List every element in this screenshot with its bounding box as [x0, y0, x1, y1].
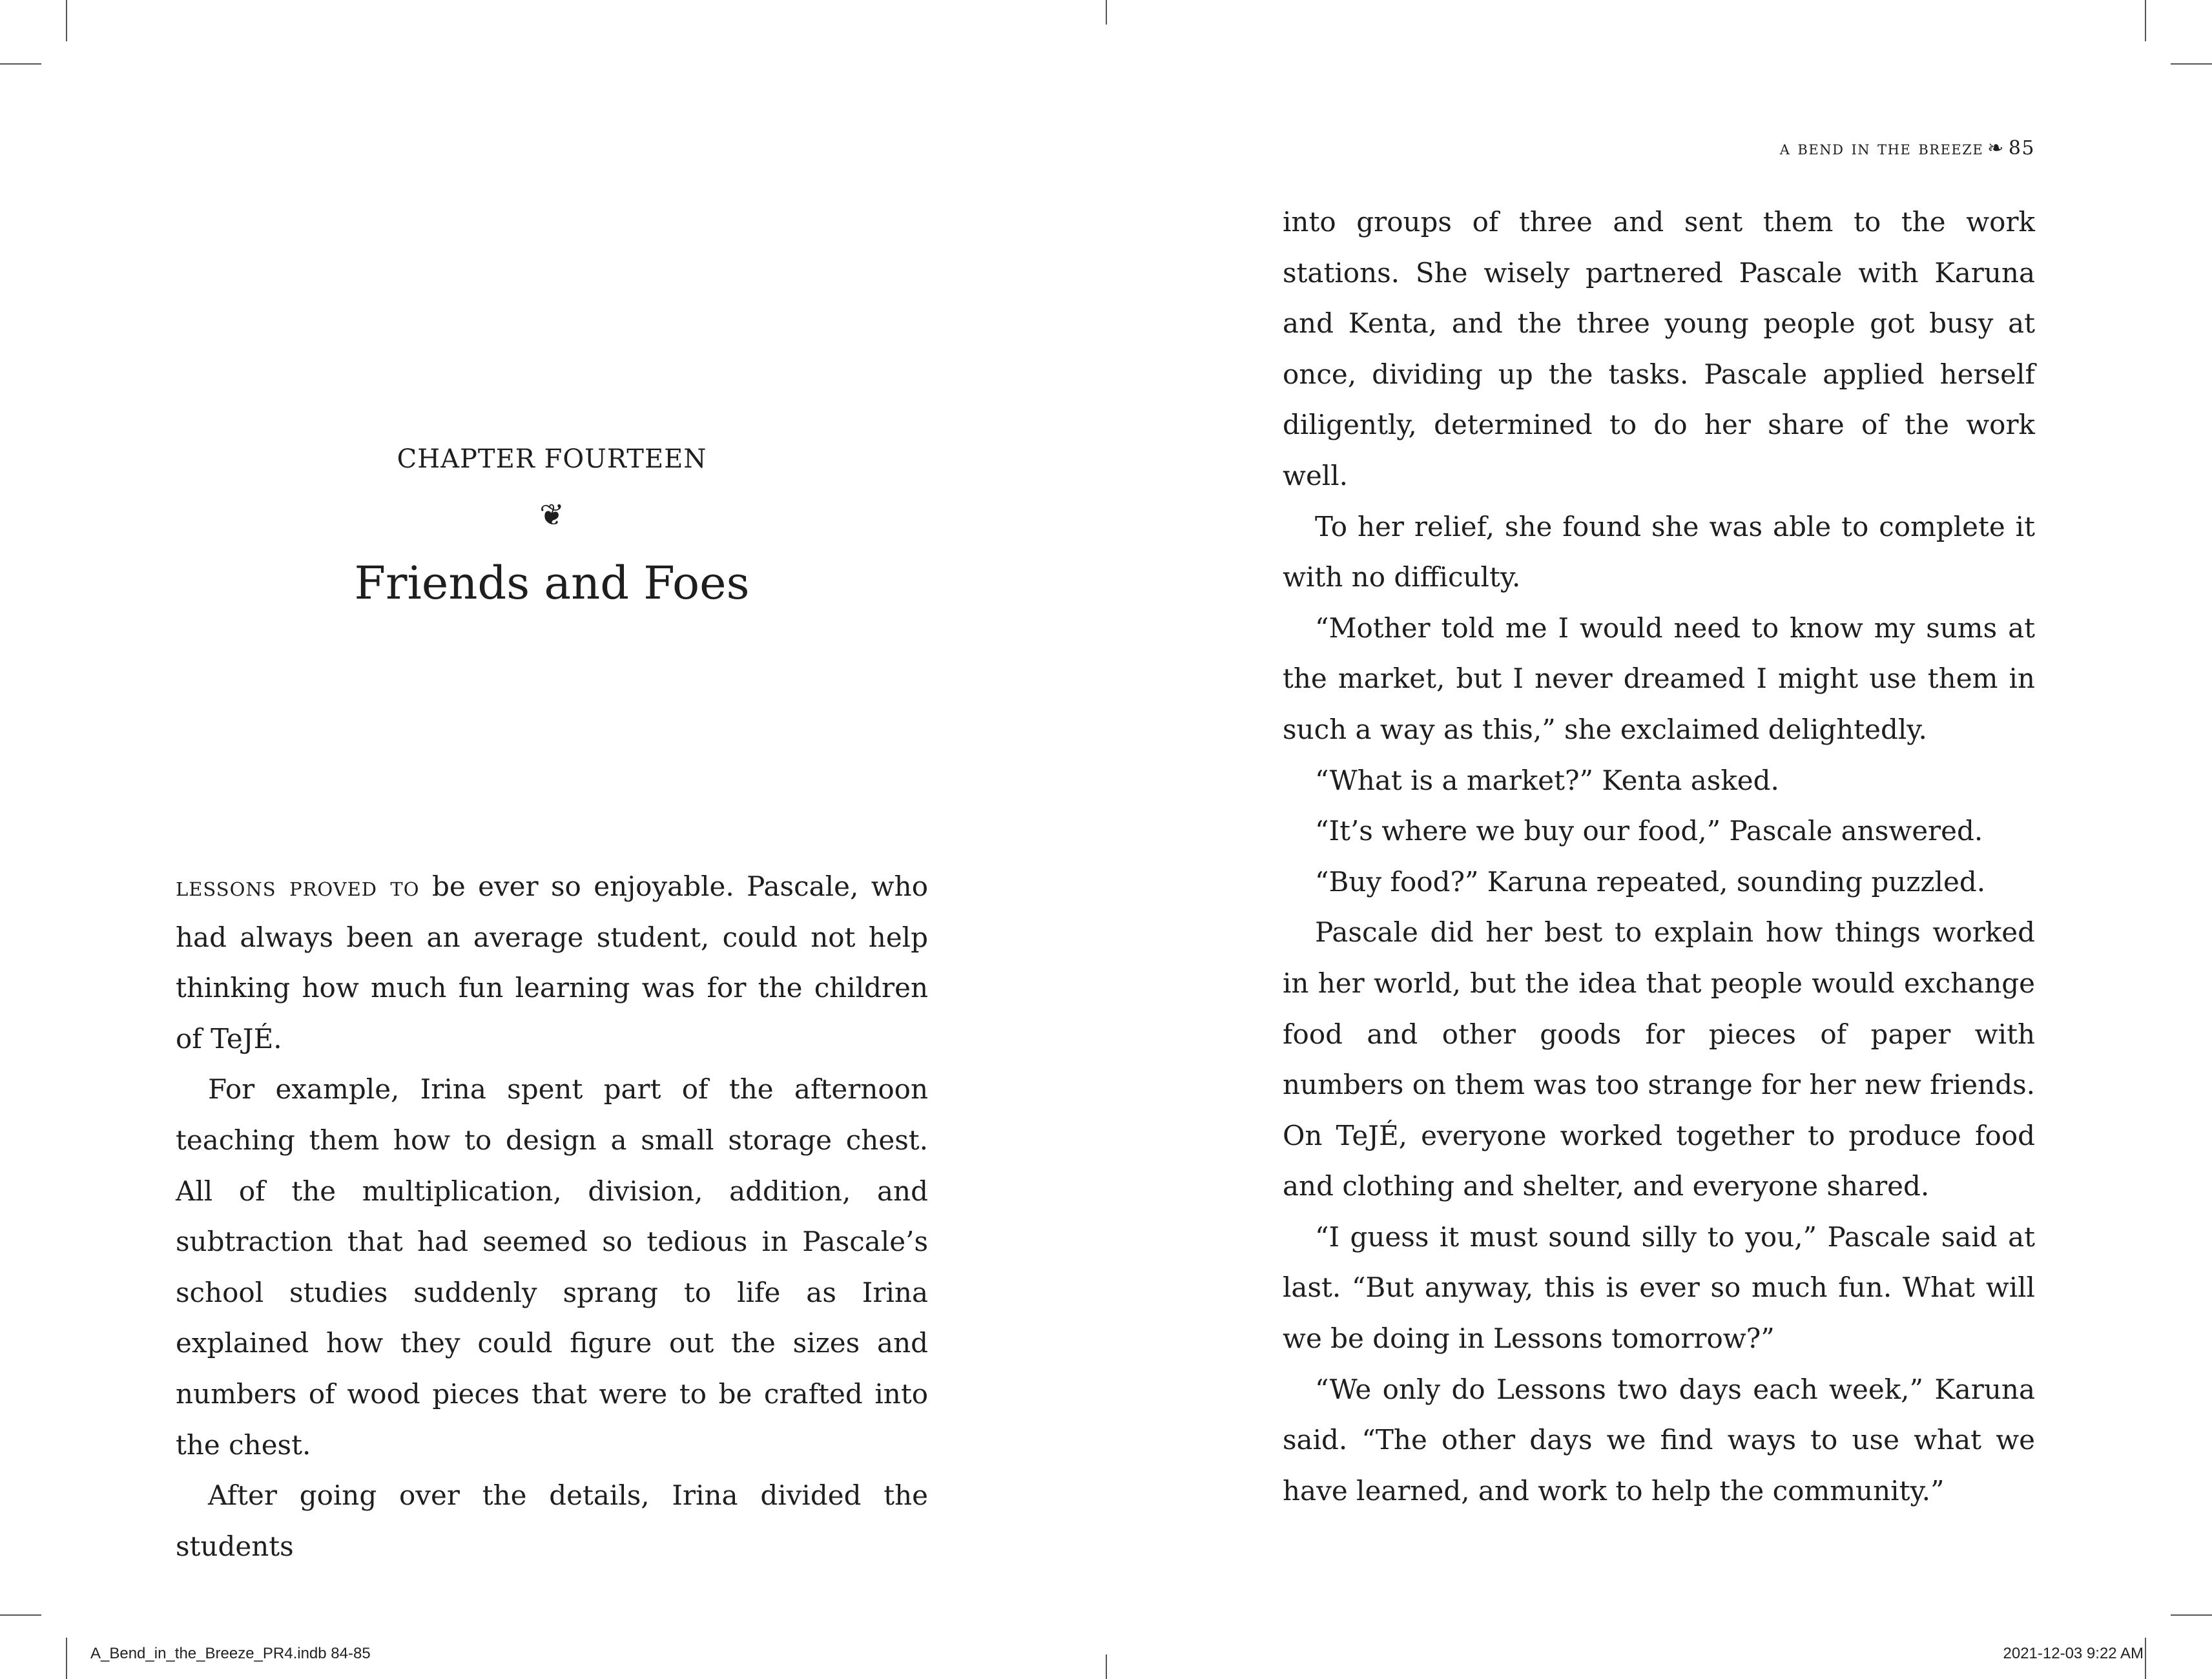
- slug-filename: A_Bend_in_the_Breeze_PR4.indb 84-85: [90, 1645, 371, 1662]
- right-body-text: [1283, 197, 2035, 1516]
- crop-mark: [2171, 1614, 2212, 1616]
- running-head: [1780, 137, 2035, 160]
- chapter-title: Friends and Foes: [354, 557, 750, 610]
- chapter-label: CHAPTER FOURTEEN: [397, 444, 707, 474]
- chapter-ornament-icon: ❦: [539, 497, 564, 532]
- lead-in: lessons proved to: [176, 870, 420, 902]
- paragraph: After going over the details, Irina divided the students: [176, 1479, 928, 1562]
- crop-mark: [66, 0, 67, 41]
- crop-mark: [2145, 1638, 2146, 1679]
- paragraph: For example, Irina spent part of the afternoon teaching them how to design a small storage chest. All of the multiplication, division, addition, and subtraction that had seemed so tedious in Pascale’s school studies suddenly sprang to life as Irina explained how they could figure out the sizes and numbers of wood pieces that were to be crafted into the chest.: [176, 1073, 928, 1461]
- paragraph-text: be ever so enjoyable. Pascale, who had always been an average student, could not help thinking how much fun learning was for the children of TeJÉ.: [176, 870, 928, 1055]
- paragraph: To her relief, she found she was able to complete it with no difficulty.: [1283, 510, 2035, 593]
- paragraph: [176, 861, 928, 1064]
- paragraph: “It’s where we buy our food,” Pascale answered.: [1315, 815, 1983, 847]
- crop-mark: [2171, 63, 2212, 65]
- crop-mark: [0, 63, 41, 65]
- paragraph: “Buy food?” Karuna repeated, sounding puzzled.: [1315, 865, 1986, 898]
- crop-mark: [66, 1638, 67, 1679]
- crop-mark: [0, 1614, 41, 1616]
- paragraph: “I guess it must sound silly to you,” Pascale said at last. “But anyway, this is ever so much fun. What will we be doing in Lessons tomorrow?”: [1283, 1221, 2035, 1355]
- page-number: 85: [2008, 137, 2035, 160]
- crop-mark: [1106, 0, 1107, 25]
- running-head-title: a bend in the breeze: [1779, 137, 1984, 160]
- crop-mark: [2145, 0, 2146, 41]
- paragraph: “Mother told me I would need to know my sums at the market, but I never dreamed I might use them in such a way as this,” she exclaimed delightedly.: [1283, 612, 2035, 745]
- paragraph: “We only do Lessons two days each week,” Karuna said. “The other days we find ways to use what we have learned, and work to help the community.”: [1283, 1373, 2035, 1507]
- leaf-icon: ❧: [1987, 137, 2005, 160]
- paragraph: “What is a market?” Kenta asked.: [1315, 764, 1779, 796]
- paragraph: Pascale did her best to explain how things worked in her world, but the idea that people would exchange food and other goods for pieces of paper with numbers on them was too strange for her new friends. On TeJÉ, everyone worked together to produce food and clothing and shelter, and everyone shared.: [1283, 916, 2035, 1202]
- left-body-text: [176, 861, 928, 1572]
- crop-mark: [1106, 1654, 1107, 1679]
- paragraph: into groups of three and sent them to the work stations. She wisely partnered Pascale with Karuna and Kenta, and the three young people got busy at once, dividing up the tasks. Pascale applied herself diligently, determined to do her share of the work well.: [1283, 206, 2035, 491]
- slug-timestamp: 2021-12-03 9:22 AM: [2003, 1645, 2144, 1662]
